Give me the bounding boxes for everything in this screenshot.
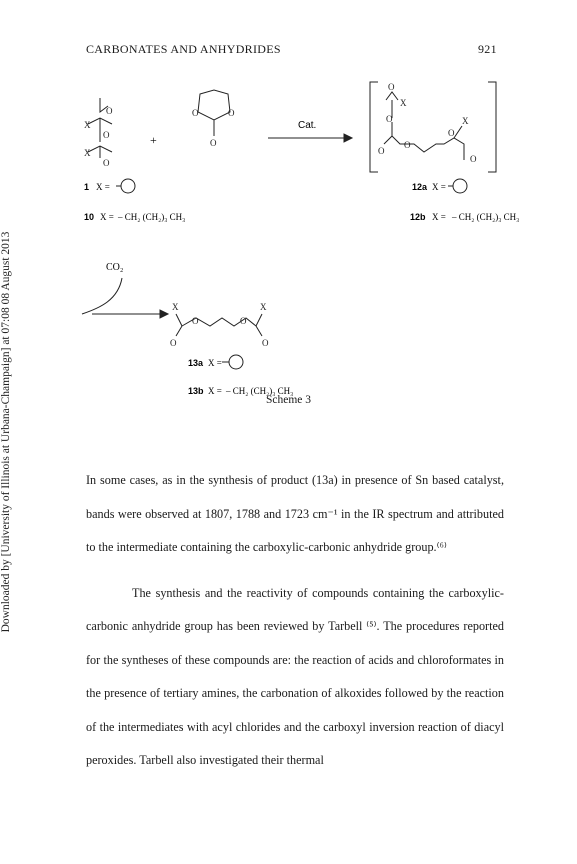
catalyst-label: Cat. (298, 120, 317, 131)
compound-13b-x-eq: X = (208, 386, 222, 396)
scheme-caption: Scheme 3 (265, 394, 312, 406)
compound-13b-chain: – CH₂ (CH₂)₃ CH₃ (226, 386, 294, 396)
atom-o-12-6: O (470, 154, 477, 164)
atom-o-1c: O (103, 158, 110, 168)
paragraph-1: In some cases, as in the synthesis of product (13a) in presence of Sn based catalyst, bands were observed at 1807, 1788 and 1723 cm⁻¹ in the IR spectrum and attributed to the intermediate containing the carboxylic-carbonic anhydride group.⁽⁶⁾ (86, 473, 504, 554)
atom-o-12-4: O (404, 140, 411, 150)
atom-o-1a: O (106, 106, 113, 116)
atom-o-13-2: O (192, 316, 199, 326)
intermediate-bonds (384, 92, 464, 160)
compound-13a-x-eq: X = (208, 358, 222, 368)
compound-1-number: 1 (84, 182, 90, 192)
bracket-right (488, 82, 496, 172)
compound-12b-x-eq: X = (432, 212, 446, 222)
running-title: CARBONATES AND ANHYDRIDES (86, 42, 281, 56)
atom-o-ring-3: O (210, 138, 217, 148)
page-number: 921 (478, 42, 497, 56)
catalyst-arrowhead (344, 134, 352, 142)
phenyl-ring-1 (121, 179, 135, 193)
compound-1-x-eq: X = (96, 182, 110, 192)
plus-sign: + (150, 133, 157, 147)
atom-x-12-2: X (462, 116, 469, 126)
atom-o-13-4: O (262, 338, 269, 348)
atom-o-12-3: O (378, 146, 385, 156)
co2-arrowhead (160, 310, 168, 318)
paragraph-2: The synthesis and the reactivity of compounds containing the carboxylic-carbonic anhydride group has been reviewed by Tarbell ⁽⁵⁾. The procedures reported for the syntheses of these compounds are: the reaction of acids and chloroformates in the presence of tertiary amines, the carbonation of alkoxides followed by the reaction of the intermediates with acyl chlorides and the carboxyl inversion reaction of diacyl peroxides. Tarbell also investigated their thermal (86, 585, 504, 767)
bracket-left (370, 82, 378, 172)
compound-13a-number: 13a (188, 358, 204, 368)
atom-o-13-1: O (170, 338, 177, 348)
reaction-scheme (0, 60, 577, 430)
atom-o-ring-2: O (228, 108, 235, 118)
compound-13b-number: 13b (188, 386, 204, 396)
compound-10-number: 10 (84, 212, 95, 222)
ethylene-carbonate-ring (198, 90, 230, 136)
compound-12a-number: 12a (412, 182, 428, 192)
atom-x-13-1: X (172, 302, 179, 312)
atom-x-13-2: X (260, 302, 267, 312)
phenyl-ring-13a (229, 355, 243, 369)
body-text (86, 464, 504, 778)
atom-o-12-1: O (388, 82, 395, 92)
atom-x-1b: X (84, 148, 91, 158)
atom-o-1b: O (103, 130, 110, 140)
atom-o-ring-1: O (192, 108, 199, 118)
phenyl-ring-12a (453, 179, 467, 193)
compound-10-chain: – CH₂ (CH₂)₃ CH₃ (118, 212, 186, 222)
atom-x-12-1: X (400, 98, 407, 108)
co2-curved-arrow (82, 278, 122, 314)
atom-o-13-3: O (240, 316, 247, 326)
download-watermark-text: Downloaded by [University of Illinois at Urbana-Champaign] at 07:08 08 August 2013 (0, 231, 12, 633)
compound-12b-chain: – CH₂ (CH₂)₃ CH₃ (452, 212, 520, 222)
co2-label: CO₂ (106, 262, 124, 273)
compound-12b-number: 12b (410, 212, 426, 222)
product-bonds (176, 314, 262, 336)
compound-10-x-eq: X = (100, 212, 114, 222)
atom-x-1a: X (84, 120, 91, 130)
atom-o-12-5: O (448, 128, 455, 138)
compound-12a-x-eq: X = (432, 182, 446, 192)
atom-o-12-2: O (386, 114, 393, 124)
